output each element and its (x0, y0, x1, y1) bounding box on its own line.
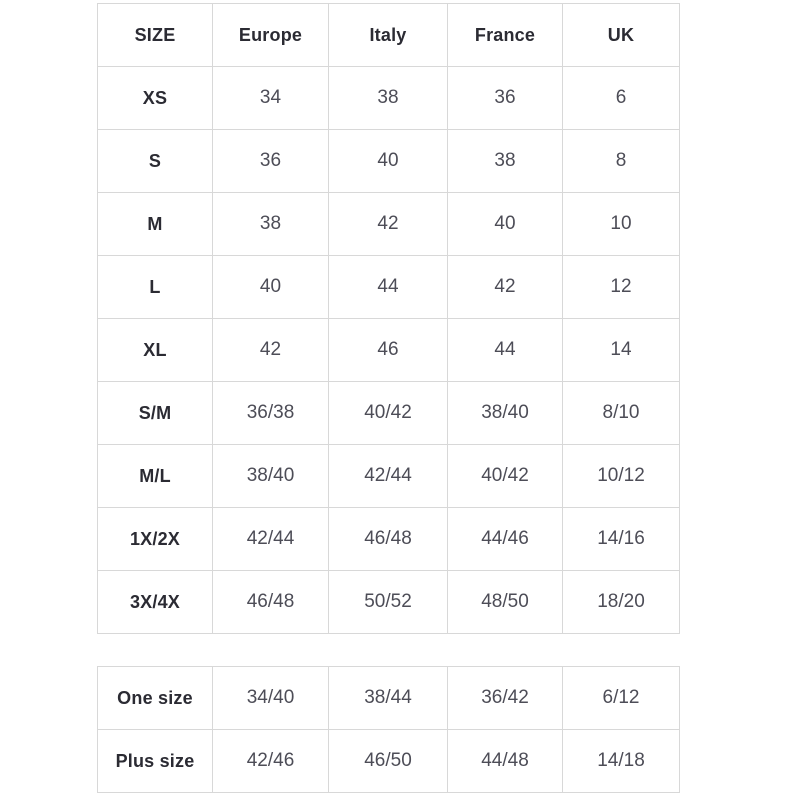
cell-europe: 46/48 (213, 571, 329, 634)
cell-france: 44 (448, 319, 563, 382)
cell-uk: 14 (563, 319, 680, 382)
cell-italy: 38 (329, 67, 448, 130)
cell-europe: 34 (213, 67, 329, 130)
special-sizes-table (97, 666, 680, 793)
table-row-xl (98, 319, 680, 382)
cell-europe: 34/40 (213, 667, 329, 730)
cell-uk: 10 (563, 193, 680, 256)
row-size-label: XL (98, 319, 213, 382)
table-row-1x2x (98, 508, 680, 571)
column-header-size: SIZE (98, 4, 213, 67)
table-row-ml (98, 445, 680, 508)
table-row-l (98, 256, 680, 319)
cell-italy: 44 (329, 256, 448, 319)
cell-italy: 42 (329, 193, 448, 256)
column-header-uk: UK (563, 4, 680, 67)
table-row-m (98, 193, 680, 256)
cell-italy: 50/52 (329, 571, 448, 634)
row-size-label: Plus size (98, 730, 213, 793)
table-row-xs (98, 67, 680, 130)
row-size-label: 3X/4X (98, 571, 213, 634)
cell-uk: 8/10 (563, 382, 680, 445)
cell-europe: 38/40 (213, 445, 329, 508)
cell-uk: 12 (563, 256, 680, 319)
cell-uk: 14/16 (563, 508, 680, 571)
row-size-label: M/L (98, 445, 213, 508)
cell-europe: 40 (213, 256, 329, 319)
row-size-label: L (98, 256, 213, 319)
cell-europe: 42/44 (213, 508, 329, 571)
cell-europe: 36/38 (213, 382, 329, 445)
column-header-italy: Italy (329, 4, 448, 67)
cell-uk: 6/12 (563, 667, 680, 730)
cell-europe: 42/46 (213, 730, 329, 793)
row-size-label: S (98, 130, 213, 193)
cell-italy: 42/44 (329, 445, 448, 508)
cell-italy: 38/44 (329, 667, 448, 730)
cell-uk: 14/18 (563, 730, 680, 793)
table-row-sm (98, 382, 680, 445)
cell-france: 36/42 (448, 667, 563, 730)
cell-italy: 40 (329, 130, 448, 193)
cell-uk: 18/20 (563, 571, 680, 634)
cell-italy: 46 (329, 319, 448, 382)
cell-uk: 6 (563, 67, 680, 130)
cell-italy: 46/48 (329, 508, 448, 571)
header-row (98, 4, 680, 67)
cell-france: 38 (448, 130, 563, 193)
table-row-s (98, 130, 680, 193)
cell-uk: 10/12 (563, 445, 680, 508)
main-size-table-container (97, 3, 680, 634)
cell-france: 36 (448, 67, 563, 130)
cell-france: 44/46 (448, 508, 563, 571)
cell-italy: 46/50 (329, 730, 448, 793)
column-header-france: France (448, 4, 563, 67)
row-size-label: One size (98, 667, 213, 730)
cell-france: 38/40 (448, 382, 563, 445)
cell-france: 48/50 (448, 571, 563, 634)
table-row-3x4x (98, 571, 680, 634)
column-header-europe: Europe (213, 4, 329, 67)
cell-europe: 42 (213, 319, 329, 382)
row-size-label: M (98, 193, 213, 256)
cell-uk: 8 (563, 130, 680, 193)
row-size-label: 1X/2X (98, 508, 213, 571)
table-row-one-size (98, 667, 680, 730)
cell-france: 40/42 (448, 445, 563, 508)
main-size-table (97, 3, 680, 634)
table-row-plus-size (98, 730, 680, 793)
cell-france: 44/48 (448, 730, 563, 793)
cell-france: 40 (448, 193, 563, 256)
row-size-label: XS (98, 67, 213, 130)
cell-europe: 38 (213, 193, 329, 256)
cell-italy: 40/42 (329, 382, 448, 445)
cell-europe: 36 (213, 130, 329, 193)
special-sizes-table-container (97, 666, 680, 793)
row-size-label: S/M (98, 382, 213, 445)
cell-france: 42 (448, 256, 563, 319)
